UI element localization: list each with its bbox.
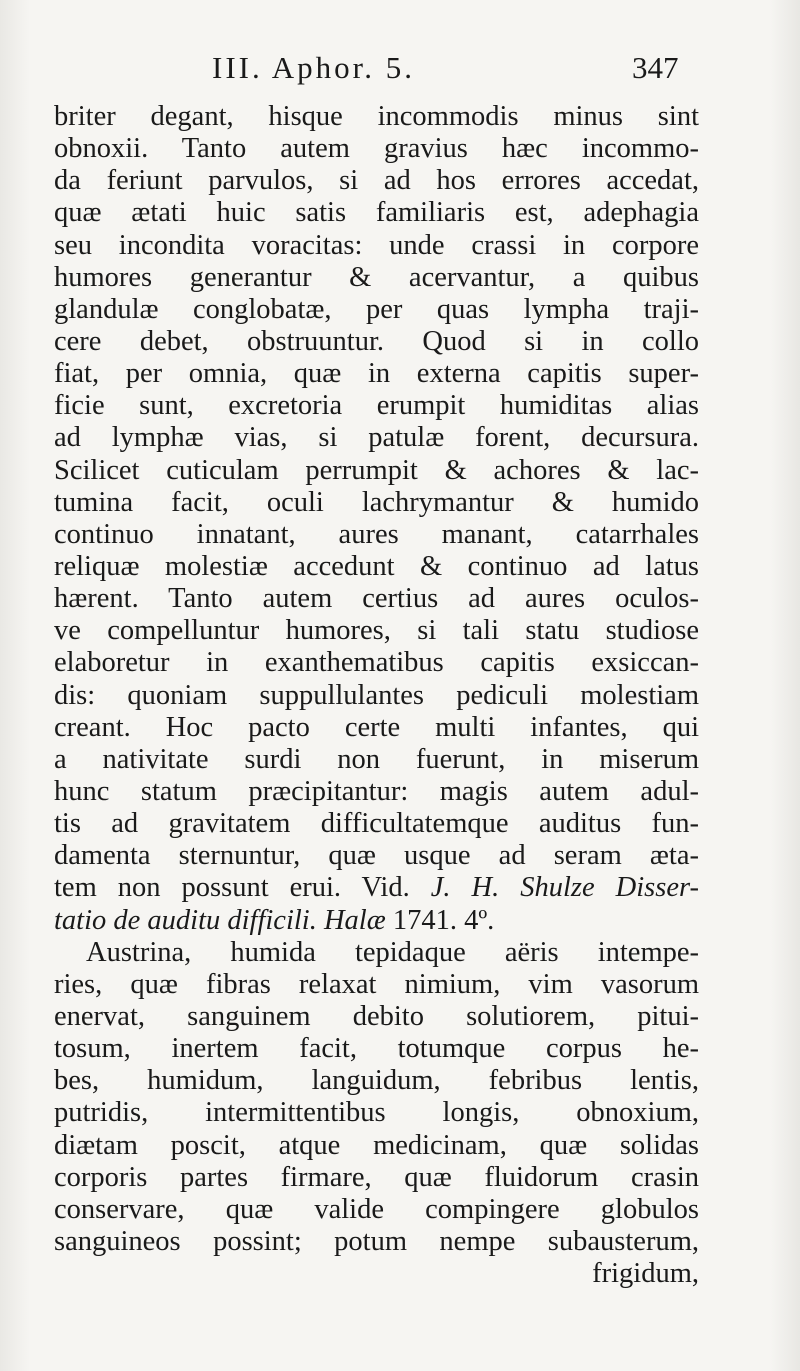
text-line: diætam poscit, atque medicinam, quæ solidas: [54, 1129, 699, 1161]
text-line: hærent. Tanto autem certius ad aures oculos-: [54, 583, 699, 615]
text-line: conservare, quæ valide compingere globulos: [54, 1193, 699, 1225]
text-line: putridis, intermittentibus longis, obnoxium,: [54, 1097, 699, 1129]
text-line: corporis partes firmare, quæ fluidorum crasin: [54, 1161, 699, 1193]
text-line: briter degant, hisque incommodis minus sint: [54, 101, 699, 132]
text-line: sanguineos possint; potum nempe subausterum,: [54, 1225, 699, 1257]
text-line: ad lymphæ vias, si patulæ forent, decursura.: [54, 422, 699, 454]
citation-place: Halæ: [316, 904, 386, 936]
citation-prefix: tem non possunt erui. Vid.: [54, 872, 431, 904]
text-line: humores generantur & acervantur, a quibus: [54, 261, 699, 293]
text-line: quæ ætati huic satis familiaris est, adephagia: [54, 197, 699, 229]
text-line: Scilicet cuticulam perrumpit & achores & lac-: [54, 454, 699, 486]
body-text: [54, 101, 699, 1290]
text-line: tumina facit, oculi lachrymantur & humido: [54, 486, 699, 518]
text-line: ficie sunt, excretoria erumpit humiditas alias: [54, 390, 699, 422]
text-line: hunc statum præcipitantur: magis autem adul-: [54, 775, 699, 807]
text-line: bes, humidum, languidum, febribus lentis,: [54, 1065, 699, 1097]
text-line: cere debet, obstruuntur. Quod si in collo: [54, 325, 699, 357]
paragraph-first-line: Austrina, humida tepidaque aëris intempe-: [86, 936, 699, 968]
citation-line: [54, 872, 699, 904]
text-line: a nativitate surdi non fuerunt, in miserum: [54, 743, 699, 775]
citation-author: J. H. Shulze Disser-: [430, 872, 700, 904]
text-line: fiat, per omnia, quæ in externa capitis super-: [54, 358, 699, 390]
text-line: tosum, inertem facit, totumque corpus he-: [54, 1033, 699, 1065]
text-line: creant. Hoc pacto certe multi infantes, qui: [54, 711, 699, 743]
text-line: dis: quoniam suppullulantes pediculi molestiam: [54, 679, 699, 711]
text-line: damenta sternuntur, quæ usque ad seram æta-: [54, 840, 699, 872]
text-line: da feriunt parvulos, si ad hos errores accedat,: [54, 165, 699, 197]
text-line: obnoxii. Tanto autem gravius hæc incommo-: [54, 133, 699, 165]
text-line: reliquæ molestiæ accedunt & continuo ad latus: [54, 550, 699, 582]
running-head-title: III. Aphor. 5.: [212, 50, 416, 85]
citation-year: 1741. 4º.: [385, 904, 495, 936]
running-head: [0, 50, 800, 94]
text-line: elaboretur in exanthematibus capitis exsiccan-: [54, 647, 699, 679]
citation-line: [54, 905, 699, 937]
page-number: 347: [632, 50, 679, 85]
text-line: ries, quæ fibras relaxat nimium, vim vasorum: [54, 968, 699, 1000]
citation-title: tatio de auditu difficili.: [54, 904, 317, 936]
text-line: continuo innatant, aures manant, catarrhales: [54, 518, 699, 550]
text-line: ve compelluntur humores, si tali statu studiose: [54, 615, 699, 647]
text-line: tis ad gravitatem difficultatemque auditus fun-: [54, 808, 699, 840]
text-line: glandulæ conglobatæ, per quas lympha traji-: [54, 293, 699, 325]
catchword: frigidum,: [592, 1258, 699, 1290]
text-line: seu incondita voracitas: unde crassi in corpore: [54, 229, 699, 261]
text-line: enervat, sanguinem debito solutiorem, pitui-: [54, 1000, 699, 1032]
